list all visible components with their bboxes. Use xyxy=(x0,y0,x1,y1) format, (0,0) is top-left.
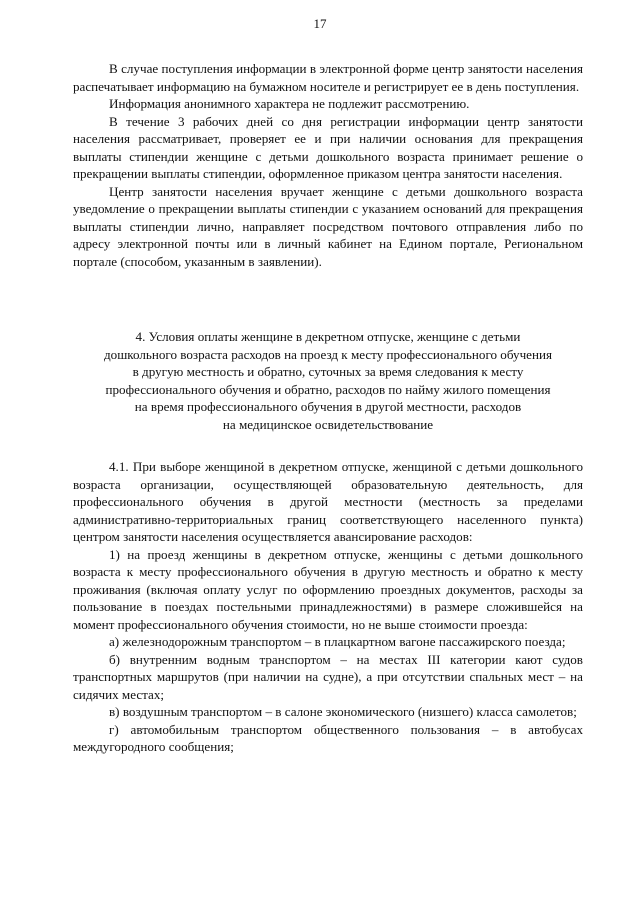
heading-line: 4. Условия оплаты женщине в декретном отпуске, женщине с детьми xyxy=(135,329,521,344)
page-number: 17 xyxy=(313,16,327,31)
heading-line: дошкольного возраста расходов на проезд к месту профессионального обучения xyxy=(104,346,552,362)
paragraph: Информация анонимного характера не подлежит рассмотрению. xyxy=(109,96,470,111)
list-item: г) автомобильным транспортом общественного пользования – в автобусах междугородного сообщения; xyxy=(73,721,583,754)
list-item: б) внутренним водным транспортом – на местах III категории кают судов транспортных маршрутов (при наличии на судне), а при отсутствии спальных мест – на сидячих местах; xyxy=(73,651,583,702)
list-item: в) воздушным транспортом – в салоне экономического (низшего) класса самолетов; xyxy=(109,704,577,719)
text-block-information-review xyxy=(73,60,583,270)
heading-line: на время профессионального обучения в другой местности, расходов xyxy=(134,399,522,414)
section-heading xyxy=(73,328,583,433)
heading-line: в другую местность и обратно, суточных за время следования к месту xyxy=(132,364,524,379)
heading-line: на медицинское освидетельствование xyxy=(222,416,434,432)
list-item: а) железнодорожным транспортом – в плацкартном вагоне пассажирского поезда; xyxy=(109,634,566,649)
heading-line: профессионального обучения и обратно, расходов по найму жилого помещения xyxy=(105,381,551,397)
paragraph: 1) на проезд женщины в декретном отпуске, женщины с детьми дошкольного возраста к месту профессионального обучения в другую местность и обратно к месту проживания (включая оплату услуг по оформлению проездных документов, расходы за пользование в поездах постельными принадлежностями) в размере сложившейся на момент профессионального обучения стоимости, но не выше стоимости проезда: xyxy=(73,546,583,632)
paragraph: Центр занятости населения вручает женщине с детьми дошкольного возраста уведомление о прекращении выплаты стипендии с указанием оснований для прекращения выплаты стипендии лично, направляет посредством почтового отправления либо по адресу электронной почты или в личный кабинет на Едином портале, Региональном портале (способом, указанным в заявлении). xyxy=(73,183,583,269)
text-block-expenses xyxy=(73,458,583,756)
paragraph: В случае поступления информации в электронной форме центр занятости населения распечатывает информацию на бумажном носителе и регистрирует ее в день поступления. xyxy=(73,61,583,94)
paragraph: В течение 3 рабочих дней со дня регистрации информации центр занятости населения рассматривает, проверяет ее и при наличии основания для прекращения выплаты стипендии женщине с детьми дошкольного возраста принимает решение о прекращении выплаты стипендии, оформленное приказом центра занятости населения. xyxy=(73,113,583,181)
paragraph: 4.1. При выборе женщиной в декретном отпуске, женщиной с детьми дошкольного возраста организации, осуществляющей образовательную деятельность, для профессионального обучения в другой местности (местность за пределами административно-территориальных границ соответствующего населенного пункта) центром занятости населения осуществляется авансирование расходов: xyxy=(73,459,583,544)
